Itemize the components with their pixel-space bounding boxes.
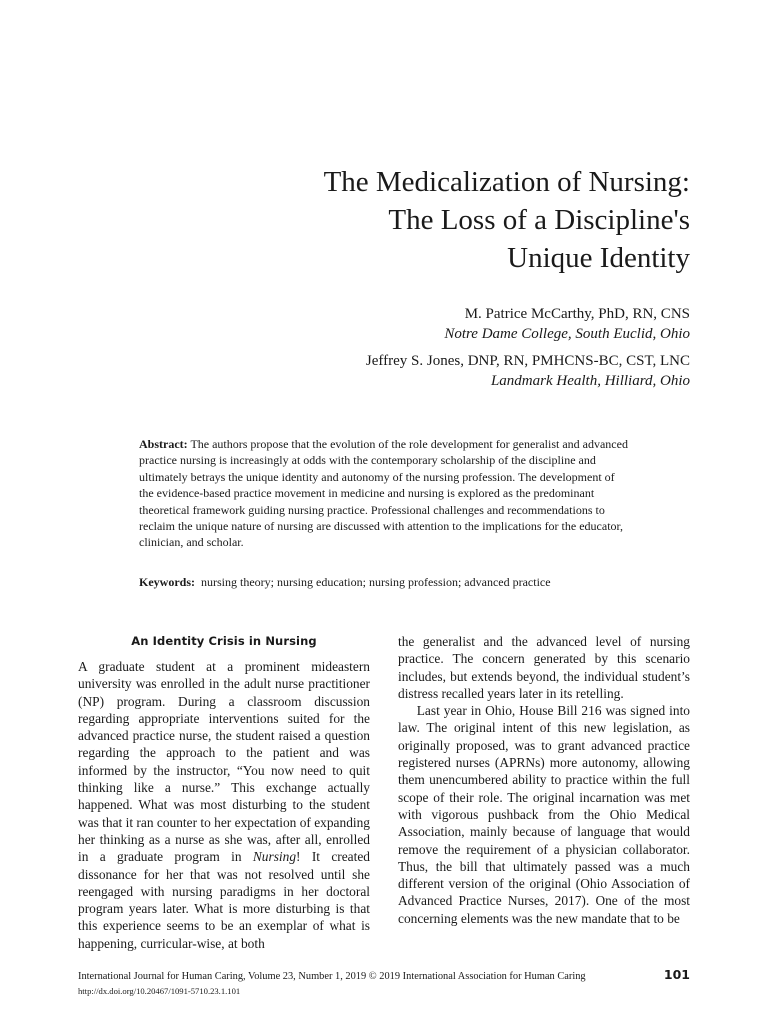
paragraph-text: ! It created dissonance for her that was not resolved until she reengaged with nursing paradigms in her doctoral program years later. What is more disturbing is that this experience seems to be an exemplar of what is happening, curricular-wise, at both — [78, 849, 370, 951]
page-footer — [78, 967, 690, 997]
body-paragraph: Last year in Ohio, House Bill 216 was signed into law. The original intent of this new legislation, as originally proposed, was to grant advanced practice registered nurses (APRNs) more autonomy, allowing them unencumbered ability to practice within the full scope of their role. The original incarnation was met with vigorous pushback from the Ohio Medical Association, mainly because of language that would remove the requirement of a physician collaborator. Thus, the bill that ultimately passed was a much different version of the original (Ohio Association of Advanced Practice Nurses, 2017). One of the most concerning elements was the new mandate that to be — [398, 703, 690, 926]
abstract-label: Abstract: — [139, 437, 188, 451]
journal-citation: International Journal for Human Caring, Volume 23, Number 1, 2019 © 2019 International Association for Human Caring — [78, 971, 586, 982]
article-title — [90, 163, 690, 277]
body-column-left — [78, 633, 370, 952]
author-name: M. Patrice McCarthy, PhD, RN, CNS — [464, 306, 690, 322]
title-line-1: The Medicalization of Nursing: — [323, 166, 690, 198]
emphasis-text: Nursing — [252, 849, 297, 865]
title-line-2: The Loss of a Discipline's — [388, 204, 690, 236]
author-list — [90, 304, 690, 398]
page-number: 101 — [663, 967, 690, 982]
abstract — [139, 436, 631, 551]
author-2 — [90, 351, 690, 391]
author-affiliation: Notre Dame College, South Euclid, Ohio — [444, 326, 690, 342]
abstract-text: The authors propose that the evolution of the role development for generalist and advanced practice nursing is increasingly at odds with the contemporary scholarship of the discipline and ultimately betrays the unique identity and autonomy of the nursing profession. The development of the evidence-based practice movement in medicine and nursing is explored as the predominant theoretical framework guiding nursing practice. Professional challenges and recommendations to reclaim the unique nature of nursing are discussed with attention to the implications for the educator, clinician, and scholar. — [139, 437, 628, 550]
body-column-right — [398, 633, 690, 927]
keywords-label: Keywords: — [139, 575, 195, 589]
body-paragraph: the generalist and the advanced level of nursing practice. The concern generated by this scenario includes, but extends beyond, the individual student’s distress recalled years later in its retelling. — [398, 634, 690, 701]
paragraph-text: A graduate student at a prominent mideastern university was enrolled in the adult nurse practitioner (NP) program. During a classroom discussion regarding appropriate interventions suited for the advanced practice nurse, the student raised a question regarding the approach to the patient and was informed by the instructor, “You now need to quit thinking like a nurse.” This exchange actually happened. What was most disturbing to the student was that it ran counter to her expectation of expanding her thinking as a nurse as she was, after all, enrolled in a graduate program in — [78, 659, 370, 865]
body-paragraph — [78, 658, 370, 952]
doi-link[interactable]: http://dx.doi.org/10.20467/1091-5710.23.1.101 — [78, 986, 241, 996]
author-1 — [90, 304, 690, 344]
author-name: Jeffrey S. Jones, DNP, RN, PMHCNS-BC, CST, LNC — [365, 353, 690, 369]
keywords — [139, 574, 631, 590]
section-heading: An Identity Crisis in Nursing — [131, 634, 317, 648]
author-affiliation: Landmark Health, Hilliard, Ohio — [490, 373, 690, 389]
title-line-3: Unique Identity — [507, 242, 690, 274]
keywords-text: nursing theory; nursing education; nursing profession; advanced practice — [195, 575, 551, 589]
